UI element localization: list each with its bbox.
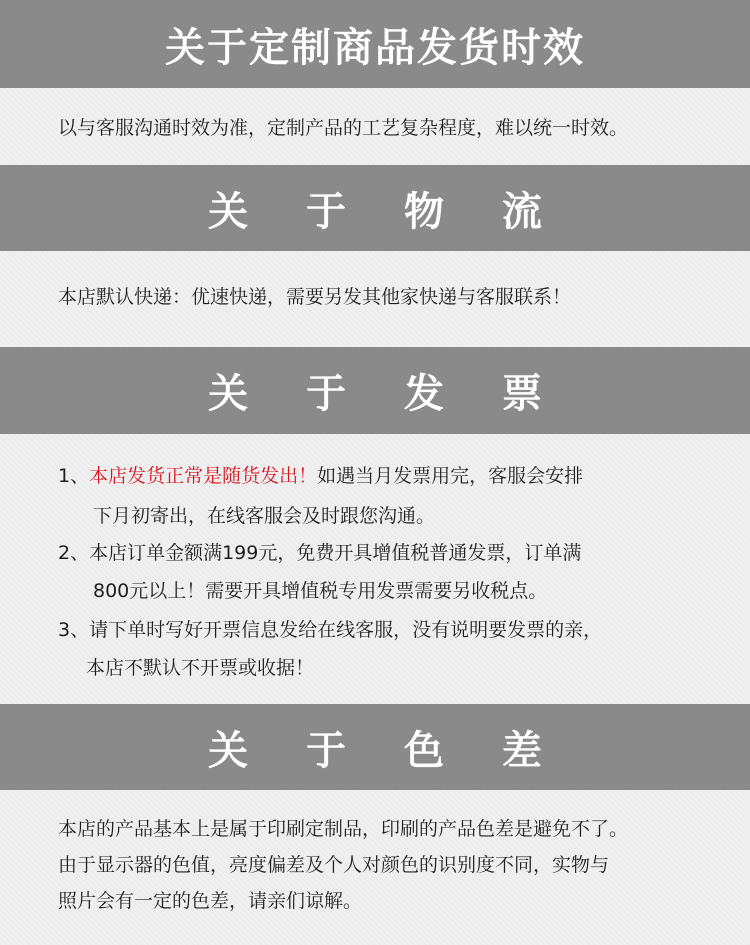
section-body-logistics xyxy=(0,251,750,347)
invoice-item-1 xyxy=(58,463,583,489)
item-text: 本店订单金额满199元，免费开具增值税普通发票，订单满 xyxy=(89,542,582,564)
invoice-item-1-cont: 下月初寄出，在线客服会及时跟您沟通。 xyxy=(93,505,436,527)
section-body-shipping-time xyxy=(0,88,750,165)
highlight-text: 本店发货正常是随货发出！ xyxy=(89,465,318,487)
section-body-color-difference xyxy=(0,790,750,945)
section-header-invoice xyxy=(0,347,750,434)
body-text: 照片会有一定的色差，请亲们谅解。 xyxy=(58,890,363,912)
section-body-invoice xyxy=(0,434,750,704)
item-text: 如遇当月发票用完，客服会安排 xyxy=(317,465,584,487)
section-title: 关 于 物 流 xyxy=(208,188,564,235)
invoice-item-2-cont: 800元以上！需要开具增值税专用发票需要另收税点。 xyxy=(93,580,548,602)
section-header-logistics xyxy=(0,165,750,251)
body-text: 以与客服沟通时效为准，定制产品的工艺复杂程度，难以统一时效。 xyxy=(58,117,629,139)
item-number: 2、 xyxy=(58,542,90,564)
item-number: 3、 xyxy=(58,619,90,641)
body-text: 由于显示器的色值，亮度偏差及个人对颜色的识别度不同，实物与 xyxy=(58,854,610,876)
section-title: 关于定制商品发货时效 xyxy=(165,24,585,71)
invoice-item-3 xyxy=(58,617,602,643)
body-text: 本店默认快递：优速快递，需要另发其他家快递与客服联系！ xyxy=(58,286,572,308)
invoice-item-2 xyxy=(58,540,581,566)
section-header-color-difference xyxy=(0,704,750,790)
section-title: 关 于 发 票 xyxy=(208,371,564,417)
body-text: 本店的产品基本上是属于印刷定制品，印刷的产品色差是避免不了。 xyxy=(58,818,629,840)
item-number: 1、 xyxy=(58,465,90,487)
section-title: 关 于 色 差 xyxy=(208,727,564,774)
item-text: 请下单时写好开票信息发给在线客服，没有说明要发票的亲， xyxy=(89,619,603,641)
invoice-item-3-cont: 本店不默认不开票或收据！ xyxy=(86,657,315,679)
section-header-shipping-time xyxy=(0,0,750,88)
